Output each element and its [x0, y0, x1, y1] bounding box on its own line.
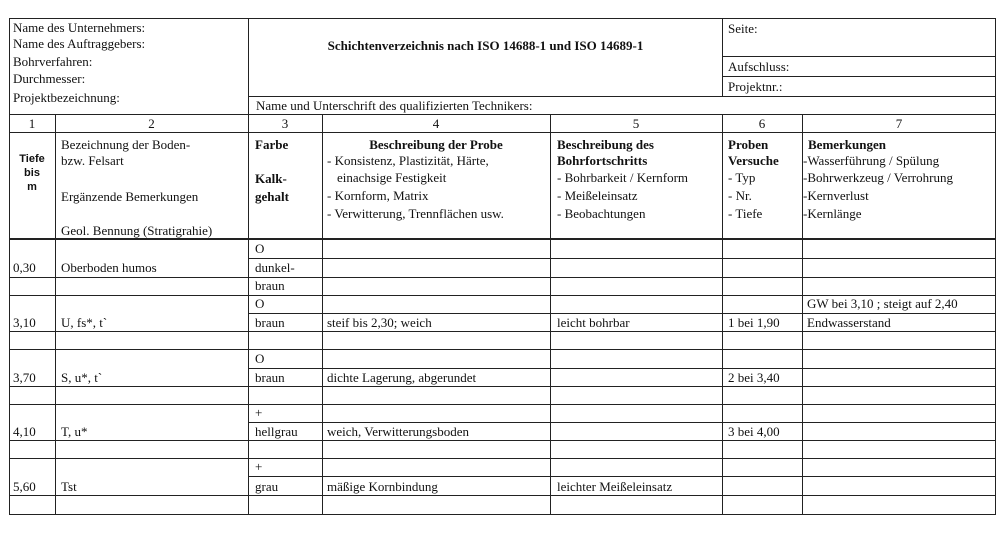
page-number-label: Seite: — [728, 21, 758, 36]
remark-top: GW bei 3,10 ; steigt auf 2,40 — [807, 296, 958, 311]
layer-depth: 5,60 — [13, 479, 36, 494]
col-number: 7 — [895, 116, 903, 131]
col-number: 1 — [28, 116, 36, 131]
layer-depth: 3,10 — [13, 315, 36, 330]
soil-color: braun — [255, 278, 285, 293]
drilling-progress: leichter Meißeleinsatz — [557, 479, 673, 494]
col-number: 3 — [281, 116, 289, 131]
project-number-label: Projektnr.: — [728, 79, 783, 94]
layer-log-sheet: Name des Unternehmers: Name des Auftraggebers: Bohrverfahren: Durchmesser: Projektbezeichnung: Schichtenverzeichnis nach ISO 14688-1 und ISO 14689-1 Seite: Aufschluss: Projektnr.: Name und Unterschrift des qualifizierten Technikers: 1 2 3 4 5 6 7 Tiefe bis m Bezeichnung der Boden- bzw. Felsart Ergänzende Bemerkungen Geol. Bennung (Stratigrahie) Farbe Kalk- gehalt Beschreibung der Probe - Konsistenz, Plastizität, Härte, einachsige Festigkeit - Kornform, Matrix - Verwitterung, Trennflächen usw. Beschreibung des Bohrfortschritts - Bohrbarkeit / Kernform - Meißeleinsatz - Beobachtungen Proben Versuche - Typ - Nr. - Tiefe Bemerkungen -Wasserführung / Spülung -Bohrwerkzeug / Verrohrung -Kernverlust -Kernlänge O 0,30 Oberboden humos dunkel- braun O GW bei 3,10 ; steigt auf 2,40 3,10 U, fs*, t` braun steif bis 2,30; weich leicht bohrbar 1 bei 1,90 Endwasserstand O 3,70 S, u*, t` braun dichte Lagerung, abgerundet 2 bei 3,40 + 4,10 T, u* hellgrau weich, Verwitterungsboden 3 bei 4,00 + 5,60 Tst grau mäßige Kornbindung leichter Meißeleinsatz — [9, 18, 996, 515]
layer-depth: 4,10 — [13, 424, 36, 439]
lime-content: O — [255, 296, 265, 311]
project-name-label: Projektbezeichnung: — [13, 90, 120, 105]
soil-type: S, u*, t` — [61, 370, 103, 385]
borehole-label: Aufschluss: — [728, 59, 790, 74]
client-name-label: Name des Auftraggebers: — [13, 36, 146, 51]
sample-description: mäßige Kornbindung — [327, 479, 438, 494]
soil-color: braun — [255, 370, 285, 385]
sample-taken: 3 bei 4,00 — [728, 424, 780, 439]
soil-color: grau — [255, 479, 279, 494]
col-number: 4 — [432, 116, 440, 131]
lime-content: + — [255, 459, 263, 474]
layer-depth: 3,70 — [13, 370, 36, 385]
remark: Endwasserstand — [807, 315, 891, 330]
col-number: 2 — [148, 116, 155, 131]
col-number: 6 — [758, 116, 766, 131]
company-name-label: Name des Unternehmers: — [13, 20, 146, 35]
layer-depth: 0,30 — [13, 260, 36, 275]
soil-color: dunkel- — [255, 260, 295, 275]
sample-taken: 1 bei 1,90 — [728, 315, 780, 330]
lime-content: O — [255, 351, 265, 366]
lime-content: O — [255, 241, 265, 256]
soil-color: braun — [255, 315, 285, 330]
soil-type: Tst — [61, 479, 77, 494]
drilling-method-label: Bohrverfahren: — [13, 54, 93, 69]
sample-taken: 2 bei 3,40 — [728, 370, 780, 385]
drilling-progress: leicht bohrbar — [557, 315, 630, 330]
soil-type: Oberboden humos — [61, 260, 157, 275]
sample-description: steif bis 2,30; weich — [327, 315, 432, 330]
page-title: Schichtenverzeichnis nach ISO 14688-1 und ISO 14689-1 — [327, 38, 644, 53]
diameter-label: Durchmesser: — [13, 71, 86, 86]
col-number: 5 — [632, 116, 640, 131]
lime-content: + — [255, 405, 263, 420]
sample-description: weich, Verwitterungsboden — [327, 424, 470, 439]
sample-description: dichte Lagerung, abgerundet — [327, 370, 477, 385]
soil-color: hellgrau — [255, 424, 298, 439]
soil-type: T, u* — [61, 424, 88, 439]
soil-type: U, fs*, t` — [61, 315, 108, 330]
technician-signature-label: Name und Unterschrift des qualifizierten Technikers: — [256, 98, 533, 113]
